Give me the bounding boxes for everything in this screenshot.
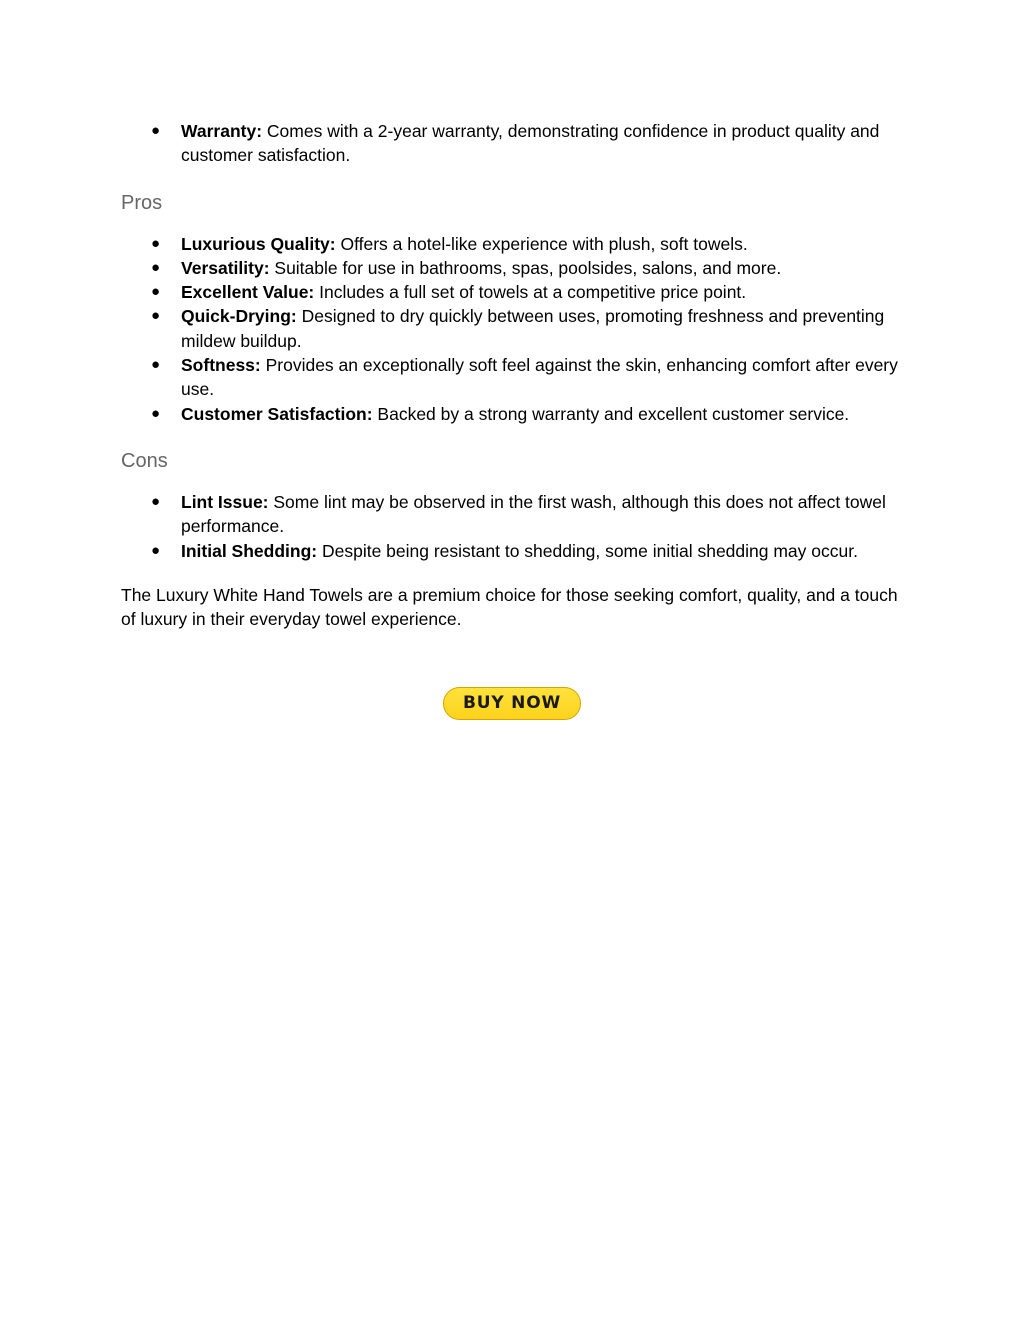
cons-heading: Cons — [121, 449, 168, 472]
list-item — [121, 256, 911, 280]
document-content — [121, 119, 911, 631]
item-text: Despite being resistant to shedding, some initial shedding may occur. — [317, 540, 858, 561]
list-item — [121, 402, 911, 426]
item-term: Initial Shedding: — [181, 540, 318, 561]
list-item — [121, 232, 911, 256]
item-term: Luxurious Quality: — [181, 233, 336, 254]
item-term: Customer Satisfaction: — [181, 403, 373, 424]
list-item — [121, 490, 911, 539]
item-text: Includes a full set of towels at a competitive price point. — [314, 282, 747, 303]
bullet-icon: ● — [151, 283, 161, 301]
list-item — [121, 539, 911, 563]
item-text: Designed to dry quickly between uses, promoting freshness and preventing mildew buildup. — [181, 306, 885, 351]
item-text: Backed by a strong warranty and excellent customer service. — [372, 403, 850, 424]
bullet-icon: ● — [151, 307, 161, 325]
item-term: Softness: — [181, 355, 261, 376]
item-text: Comes with a 2-year warranty, demonstrating confidence in product quality and customer satisfaction. — [181, 121, 880, 166]
item-text: Suitable for use in bathrooms, spas, poolsides, salons, and more. — [269, 257, 782, 278]
list-item — [121, 119, 911, 168]
bullet-icon: ● — [151, 258, 161, 276]
item-text: Offers a hotel-like experience with plush, soft towels. — [335, 233, 748, 254]
bullet-icon: ● — [151, 122, 161, 139]
bullet-icon: ● — [151, 541, 161, 559]
list-item — [121, 304, 911, 353]
bullet-icon: ● — [151, 492, 161, 510]
item-term: Quick-Drying: — [181, 306, 297, 327]
bullet-icon: ● — [151, 356, 161, 374]
list-item — [121, 280, 911, 304]
warranty-list — [121, 119, 911, 168]
buy-now-button[interactable]: BUY NOW — [443, 687, 581, 720]
item-term: Lint Issue: — [181, 491, 269, 512]
item-term: Versatility: — [181, 257, 270, 278]
cons-list — [121, 490, 911, 563]
item-text: Provides an exceptionally soft feel against the skin, enhancing comfort after every use. — [181, 355, 898, 400]
item-term: Excellent Value: — [181, 282, 315, 303]
buy-now-container — [443, 687, 581, 720]
bullet-icon: ● — [151, 234, 161, 252]
pros-heading: Pros — [121, 191, 163, 214]
bullet-icon: ● — [151, 404, 161, 422]
summary-paragraph: The Luxury White Hand Towels are a premium choice for those seeking comfort, quality, and a touch of luxury in their everyday towel experience. — [121, 584, 898, 630]
item-term: Warranty: — [181, 121, 263, 141]
pros-list — [121, 232, 911, 426]
list-item — [121, 353, 911, 402]
item-text: Some lint may be observed in the first wash, although this does not affect towel performance. — [181, 491, 886, 537]
